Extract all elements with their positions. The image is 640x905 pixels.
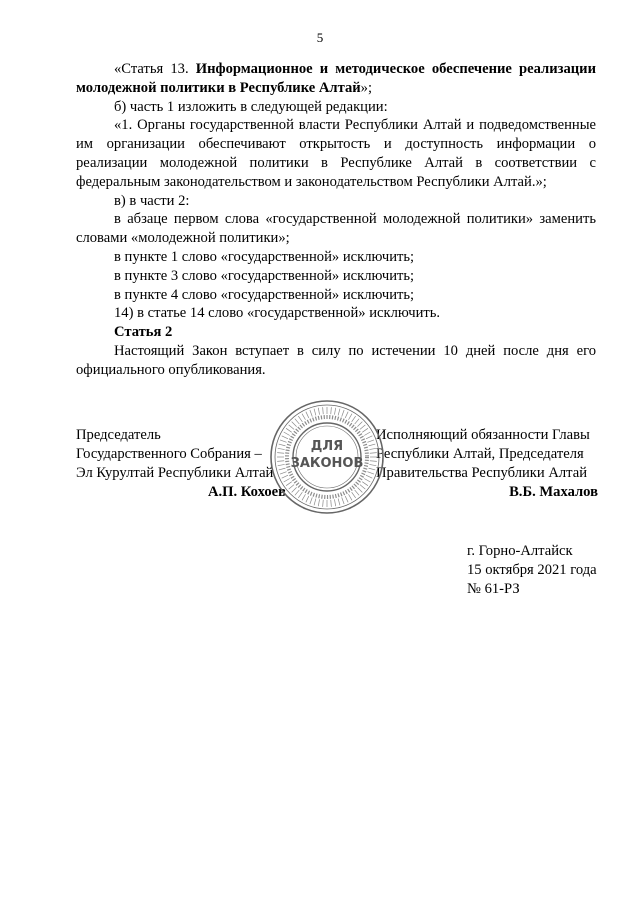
stamp-tick	[364, 432, 370, 436]
stamp-tick	[280, 472, 287, 474]
stamp-tick	[357, 422, 362, 427]
stamp-tick	[366, 475, 372, 478]
stamp-tick	[352, 416, 356, 422]
stamp-tick	[286, 482, 292, 486]
stamp-tick	[306, 496, 309, 502]
place-date-block	[467, 542, 597, 599]
signature-right-name: В.Б. Махалов	[509, 484, 598, 500]
stamp-tick	[278, 448, 285, 449]
stamp-tick	[284, 432, 290, 436]
signature-right	[376, 426, 598, 502]
stamp-tick	[310, 497, 312, 504]
stamp-tick	[369, 464, 376, 465]
signature-left-line3: Эл Курултай Республики Алтай	[76, 465, 274, 481]
stamp-tick	[318, 408, 319, 415]
stamp-seal	[268, 398, 386, 516]
stamp-tick	[282, 436, 288, 439]
stamp-tick	[360, 485, 365, 489]
stamp-tick	[338, 409, 340, 416]
paragraph-article-14: 14) в статье 14 слово «государственной» исключить.	[114, 305, 441, 322]
stamp-tick	[298, 416, 302, 422]
stamp-tick	[310, 410, 312, 417]
stamp-tick	[349, 414, 353, 420]
stamp-tick	[289, 485, 294, 489]
stamp-tick	[318, 499, 319, 506]
paragraph-punkt-1: в пункте 1 слово «государственной» исключить;	[114, 248, 415, 265]
stamp-tick	[345, 496, 348, 502]
stamp-tick	[362, 428, 368, 432]
signature-left-name: А.П. Кохоев	[207, 484, 286, 500]
article-2-heading: Статья 2	[114, 324, 173, 341]
stamp-tick	[306, 412, 309, 418]
stamp-tick	[280, 440, 287, 442]
stamp-tick	[370, 453, 377, 454]
stamp-tick	[367, 472, 374, 474]
stamp-tick	[342, 410, 344, 417]
paragraph-punkt-4: в пункте 4 слово «государственной» исключить;	[114, 286, 415, 303]
stamp-tick	[352, 492, 356, 498]
page-number: 5	[316, 30, 324, 45]
signature-right-line3: Правительства Республики Алтай	[376, 465, 588, 481]
stamp-tick	[331, 407, 332, 414]
article-2-text: Настоящий Закон вступает в силу по истечении 10 дней после дня его официального опубликования.	[76, 342, 596, 378]
paragraph-article-13-title: «Статья 13. Информационное и методическое обеспечение реализации молодежной политики в Республике Алтай»;	[76, 61, 597, 96]
stamp-tick	[302, 494, 306, 500]
signature-left-line1: Председатель	[76, 427, 161, 443]
stamp-tick	[349, 494, 353, 500]
stamp-tick	[355, 490, 359, 495]
stamp-tick	[338, 499, 340, 506]
stamp-tick	[334, 408, 335, 415]
stamp-tick	[367, 440, 374, 442]
stamp-tick	[278, 464, 285, 465]
stamp-tick	[289, 425, 294, 429]
document-body	[76, 60, 596, 380]
signature-right-line2: Республики Алтай, Председателя	[376, 446, 584, 462]
stamp-tick	[369, 468, 376, 470]
stamp-text-line1: ДЛЯ	[310, 439, 344, 454]
stamp-tick	[345, 412, 348, 418]
stamp-tick	[298, 492, 302, 498]
stamp-tick	[277, 453, 284, 454]
signature-right-line1: Исполняющий обязанности Главы	[376, 427, 590, 443]
stamp-tick	[286, 428, 292, 432]
stamp-tick	[292, 422, 297, 427]
stamp-tick	[323, 500, 324, 507]
law-date: 15 октября 2021 года	[467, 562, 597, 578]
stamp-tick	[360, 425, 365, 429]
stamp-tick	[282, 475, 288, 478]
stamp-tick	[314, 499, 316, 506]
signature-left	[76, 426, 286, 502]
stamp-tick	[292, 487, 297, 492]
stamp-tick	[364, 479, 370, 483]
stamp-tick	[369, 444, 376, 446]
paragraph-part-2: в) в части 2:	[114, 192, 190, 209]
stamp-tick	[323, 407, 324, 414]
paragraph-abzac: в абзаце первом слова «государственной молодежной политики» заменить словами «молодежной политики»;	[76, 211, 596, 247]
stamp-tick	[302, 414, 306, 420]
stamp-tick	[362, 482, 368, 486]
stamp-tick	[331, 500, 332, 507]
paragraph-part-1: б) часть 1 изложить в следующей редакции:	[114, 98, 388, 115]
stamp-tick	[279, 444, 286, 446]
signature-left-line2: Государственного Собрания –	[76, 446, 262, 462]
paragraph-part-1-text: «1. Органы государственной власти Республики Алтай и подведомственные им организации обеспечивают открытость и доступность информации о реализации молодежной политики в Республике Алтай в соответствии с федеральным законодательством и законодательством Республики Алтай.»;	[76, 117, 596, 190]
stamp-tick	[279, 468, 286, 470]
article-13-bold-title: Информационное и методическое обеспечение реализации молодежной политики в Республике Алтай	[76, 61, 597, 96]
stamp-tick	[295, 419, 299, 424]
stamp-tick	[284, 479, 290, 483]
stamp-tick	[370, 461, 377, 462]
stamp-tick	[295, 490, 299, 495]
city: г. Горно-Алтайск	[467, 543, 573, 559]
stamp-tick	[366, 436, 372, 439]
stamp-tick	[357, 487, 362, 492]
stamp-tick	[355, 419, 359, 424]
stamp-tick	[314, 409, 316, 416]
stamp-tick	[277, 461, 284, 462]
law-number: № 61-РЗ	[467, 581, 520, 597]
paragraph-punkt-3: в пункте 3 слово «государственной» исключить;	[114, 267, 415, 284]
stamp-tick	[342, 497, 344, 504]
stamp-tick	[369, 448, 376, 449]
stamp-tick	[334, 499, 335, 506]
stamp-text-line2: ЗАКОНОВ	[290, 456, 364, 471]
